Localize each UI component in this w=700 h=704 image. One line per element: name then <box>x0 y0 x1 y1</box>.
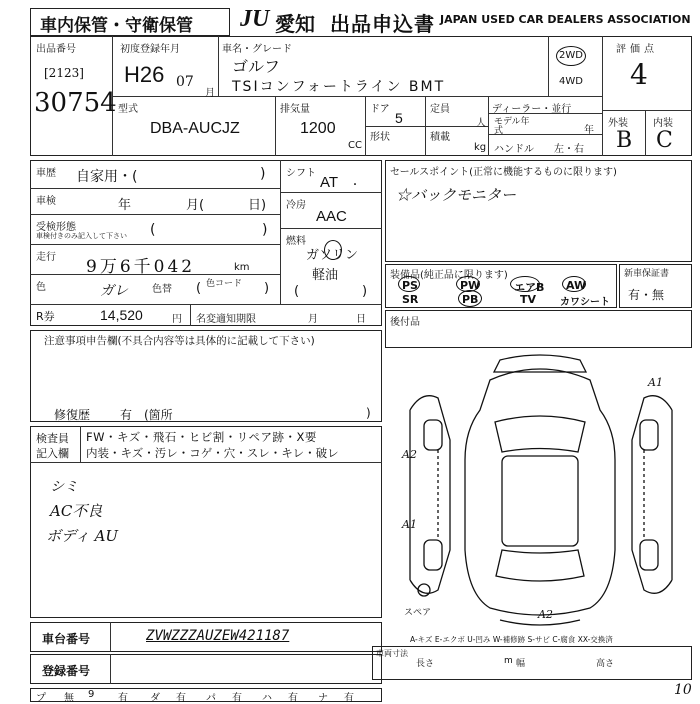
equipment-item: PB <box>462 293 479 306</box>
displacement-label: 排気量 <box>280 104 310 115</box>
vehicle-size-unit: m <box>504 656 513 666</box>
form-title: 出品申込書 <box>330 12 435 36</box>
displacement-unit: CC <box>348 140 362 151</box>
bottom-strip-item: 有 <box>118 693 128 704</box>
receipt-label: 受検形態 <box>36 222 76 233</box>
vehicle-size-length: 長さ <box>416 659 435 669</box>
dealer-label: ディーラー・並行 <box>492 104 572 115</box>
model-label: 車名・グレード <box>222 44 292 55</box>
mileage-label: 走行 <box>36 252 56 263</box>
recycle-label: R券 <box>36 310 55 323</box>
receipt-close: ) <box>262 222 268 238</box>
aircon-label: 冷房 <box>286 200 306 211</box>
aftermarket-box <box>385 310 692 348</box>
equipment-aw-circle <box>562 276 586 292</box>
repair-value: 有 <box>120 408 133 422</box>
score-label: 評価点 <box>616 44 658 55</box>
notes-label: 注意事項申告欄(不具合内容等は具体的に記載して下さい) <box>44 335 315 347</box>
corner-note: 10 <box>674 682 692 698</box>
color-open: ( <box>196 281 202 296</box>
fuel-gas: ガソリン <box>306 248 359 263</box>
fuel-close: ) <box>362 284 368 299</box>
displacement-value: 1200 <box>300 120 336 137</box>
model-year-unit: 年 <box>584 125 594 136</box>
recycle-value: 14,520 <box>100 307 143 323</box>
model-name: ゴルフ <box>232 57 281 76</box>
equipment-item: TV <box>520 293 537 306</box>
shape-label: 形状 <box>370 132 390 143</box>
inspection-year: 年 <box>118 198 132 213</box>
recycle-meter-label: 名変適知期限 <box>196 314 256 325</box>
spare-label: スペア <box>404 608 432 618</box>
shift-dot: ・ <box>350 180 360 191</box>
model-grade: TSIコンフォートライン BMT <box>232 79 446 95</box>
lot-bracket-no: [2123] <box>44 66 84 80</box>
load-label: 積載 <box>430 132 450 143</box>
capacity-label: 定員 <box>430 104 450 115</box>
bottom-strip-item: 9 <box>88 689 95 700</box>
shift-value: AT <box>320 174 339 191</box>
recycle-day: 日 <box>356 314 366 325</box>
doors-value: 5 <box>395 110 403 126</box>
association-name: JAPAN USED CAR DEALERS ASSOCIATION <box>440 13 691 26</box>
score-ext-value: B <box>616 128 633 153</box>
vehicle-size-label: 車両寸法 <box>376 649 408 658</box>
shift-label: シフト <box>286 168 316 179</box>
inspector-label-top: 検査員 <box>36 432 69 445</box>
fuel-diesel: 軽油 <box>312 268 339 283</box>
score-int-label: 内装 <box>653 118 673 129</box>
equipment-item: AW <box>566 279 587 292</box>
registration-month-unit: 月 <box>205 88 215 99</box>
equipment-ps-circle <box>398 276 420 292</box>
handle-label: ハンドル <box>494 144 534 155</box>
bottom-strip-item: パ <box>206 693 216 704</box>
bottom-strip-item: 有 <box>232 693 242 704</box>
ju-logo: JU <box>240 6 270 32</box>
bottom-strip-item: 有 <box>288 693 298 704</box>
equipment-item: PS <box>402 279 418 292</box>
repair-close: ) <box>366 406 371 420</box>
type-value: DBA-AUCJZ <box>150 120 240 137</box>
score-ext-label: 外装 <box>608 118 628 129</box>
score-int-value: C <box>656 128 673 153</box>
type-label: 型式 <box>118 104 138 115</box>
model-year-label: モデル年式 <box>494 117 530 136</box>
repair-place: (箇所 <box>144 408 173 422</box>
history-close: ) <box>260 166 266 182</box>
selling-points-value: ☆バックモニター <box>396 186 517 204</box>
score-value: 4 <box>630 58 648 91</box>
color-label: 色 <box>36 282 46 293</box>
equipment-item: SR <box>402 293 419 306</box>
selling-points-label: セールスポイント(正常に機能するものに限ります) <box>390 167 617 178</box>
inspector-row2: 内装・キズ・汚レ・コゲ・穴・スレ・キレ・破レ <box>86 446 339 460</box>
registration-month: 07 <box>176 74 194 90</box>
equipment-item: エアB <box>514 281 545 294</box>
diagram-legend: A-キズ E-エクボ U-凹み W-補修跡 S-サビ C-腐食 XX-交換済 <box>410 635 613 644</box>
registration-label: 初度登録年月 <box>120 44 180 55</box>
inspector-remark: ボディ AU <box>46 527 119 545</box>
aftermarket-label: 後付品 <box>390 317 420 328</box>
doors-label: ドア <box>370 104 390 115</box>
diagram-mark: A2 <box>538 608 553 621</box>
equipment-item: カワシート <box>560 297 610 308</box>
color-value: ガレ <box>100 283 128 299</box>
warranty-value: 有・無 <box>628 288 665 302</box>
color-change-label: 色替 <box>152 284 172 295</box>
equipment-pb-circle <box>458 290 482 307</box>
receipt-note: 車検付きのみ記入して下さい <box>36 232 127 240</box>
lot-number: 30754 <box>34 88 117 118</box>
capacity-unit: 人 <box>476 118 486 129</box>
mileage-value: 9万6千042 <box>86 257 196 277</box>
handle-value: 左・右 <box>554 144 584 155</box>
repair-label: 修復歴 <box>54 408 91 422</box>
inspector-label-bottom: 記入欄 <box>36 447 69 460</box>
inspection-label: 車検 <box>36 196 56 207</box>
equipment-label: 装備品(純正品に限ります) <box>390 270 508 281</box>
diagram-mark: A1 <box>648 376 663 389</box>
aircon-value: AAC <box>316 208 347 225</box>
bottom-strip-item: 無 <box>64 693 74 704</box>
equipment-item: PW <box>460 279 481 292</box>
color-code-label: 色コード <box>206 279 243 289</box>
storage-title: 車内保管・守衛保管 <box>40 16 193 36</box>
history-value: 自家用・( <box>76 169 138 185</box>
bottom-strip-item: プ <box>36 693 46 704</box>
diagram-mark: A2 <box>402 448 417 461</box>
fuel-label: 燃料 <box>286 236 306 247</box>
warranty-label: 新車保証書 <box>624 269 670 279</box>
lot-label: 出品番号 <box>36 44 76 55</box>
registration-no-label: 登録番号 <box>42 664 91 678</box>
bottom-strip-item: 有 <box>176 693 186 704</box>
inspector-remark: AC不良 <box>50 502 103 520</box>
bottom-strip-item: ハ <box>262 693 272 704</box>
vehicle-size-width: 幅 <box>516 659 526 669</box>
diagram-mark: A1 <box>402 518 417 531</box>
vehicle-size-height: 高さ <box>596 659 615 669</box>
inspector-row1: FW・キズ・飛石・ヒビ割・リペア跡・X要 <box>86 430 317 444</box>
fuel-gas-circle <box>324 240 342 260</box>
bottom-strip-item: 有 <box>344 693 354 704</box>
recycle-month: 月 <box>308 314 318 325</box>
car-diagram <box>390 350 692 630</box>
inspector-remark: シミ <box>50 479 78 495</box>
drive-4wd: 4WD <box>559 76 583 87</box>
registration-year: H26 <box>124 62 165 87</box>
history-label: 車歴 <box>36 168 56 179</box>
inspection-day: 日) <box>248 198 267 213</box>
chassis-label: 車台番号 <box>42 632 91 646</box>
inspection-month: 月( <box>186 198 205 213</box>
drive-2wd: 2WD <box>559 50 583 61</box>
fuel-open: ( <box>294 284 300 299</box>
equipment-airbag-circle <box>510 276 540 292</box>
color-close: ) <box>264 281 270 296</box>
receipt-open: ( <box>150 222 156 238</box>
bottom-strip-item: ナ <box>318 693 328 704</box>
load-unit: kg <box>474 142 487 153</box>
bottom-strip-item: ダ <box>150 693 160 704</box>
chassis-value: ZVWZZZAUZEW421187 <box>146 628 290 644</box>
mileage-unit: km <box>234 262 250 273</box>
org-name: 愛知 <box>275 12 315 36</box>
recycle-unit: 円 <box>172 314 182 325</box>
